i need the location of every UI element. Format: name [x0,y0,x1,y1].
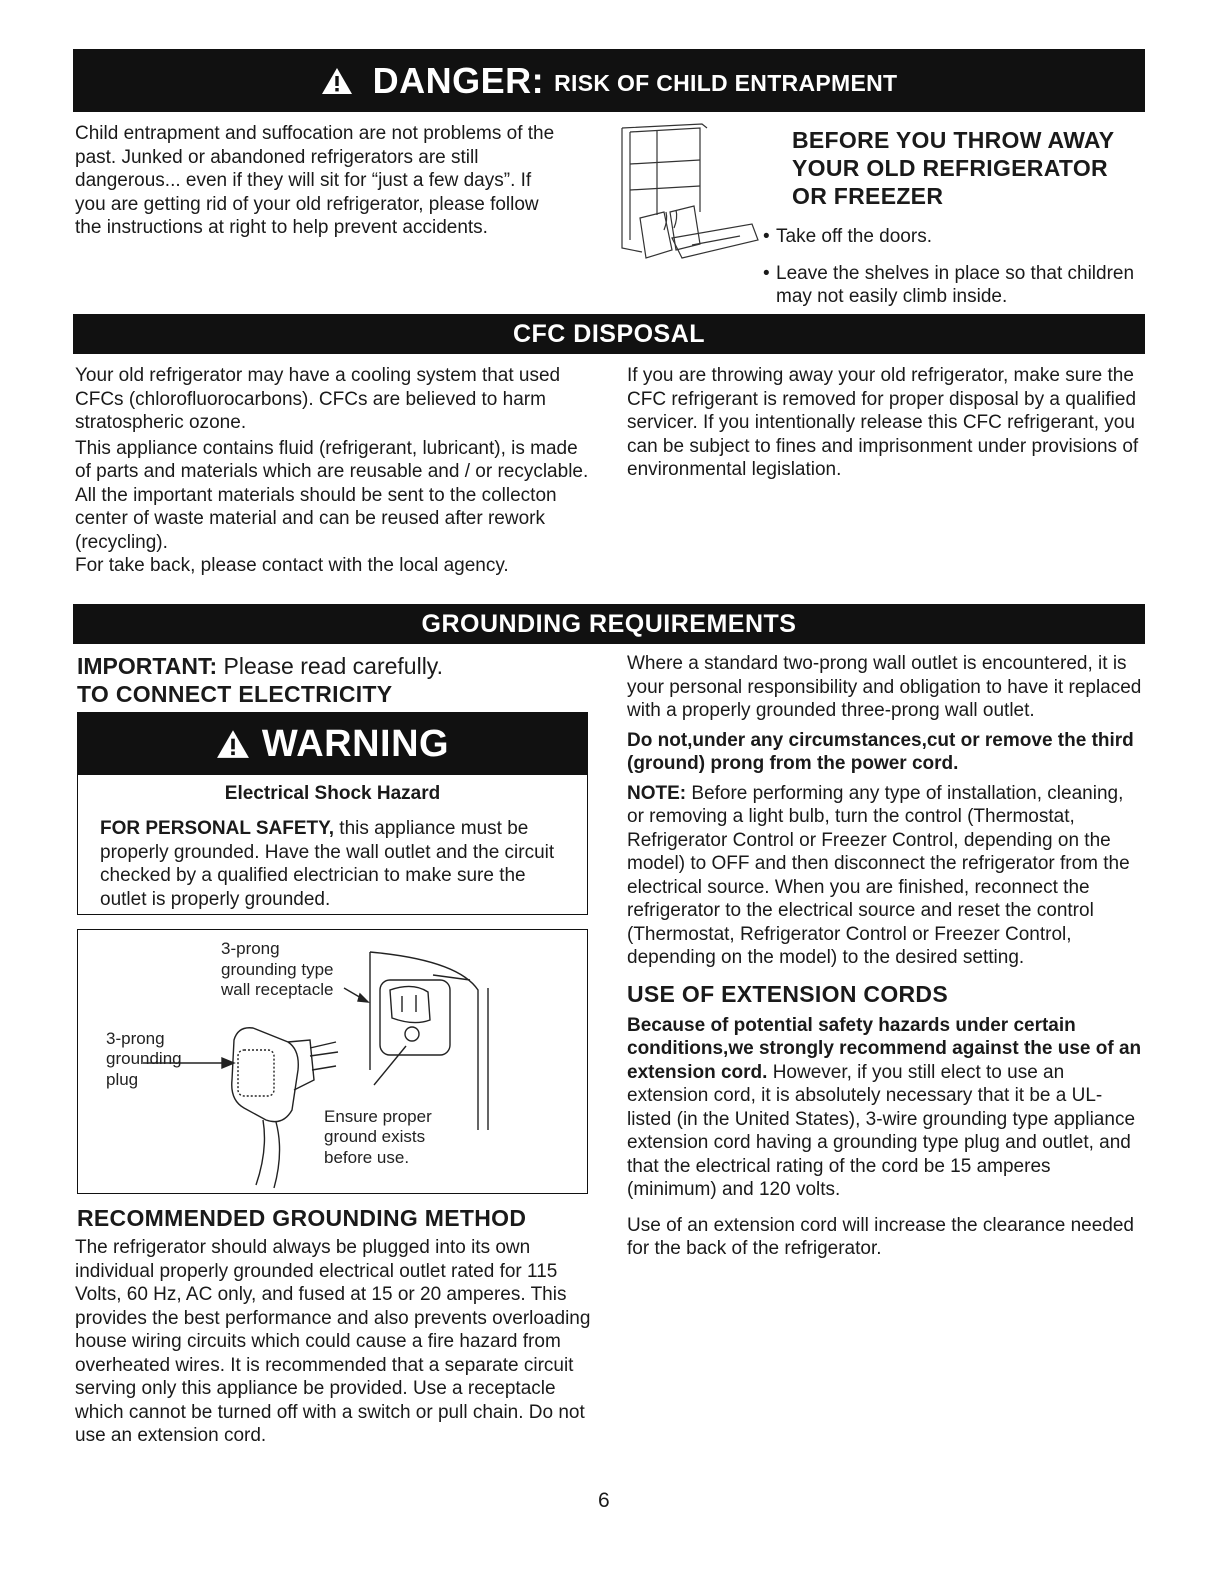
warning-title: WARNING [261,722,450,765]
cfc-left-paragraph-1: Your old refrigerator may have a cooling system that used CFCs (chlorofluorocarbons). CFCs are believed to harm stratospheric ozone. [75,365,561,433]
grounding-right-column [627,652,1142,1261]
danger-subtitle: RISK OF CHILD ENTRAPMENT [554,70,898,96]
plug-label-line-2: grounding [106,1049,182,1068]
important-label: IMPORTANT: [77,653,218,679]
throw-away-heading-line-2: YOUR OLD REFRIGERATOR [792,155,1108,181]
safety-text [100,817,565,911]
ground-prong-warning: Do not,under any circumstances,cut or remove the third (ground) prong from the power cord. [627,729,1134,774]
cfc-title: CFC DISPOSAL [512,319,706,348]
method-text: The refrigerator should always be plugged into its own individual properly grounded electrical outlet rated for 115 Volts, 60 Hz, AC only, and fused at 15 or 20 amperes. This provides the best performance and also prevents overloading house wiring circuits which could cause a fire hazard from overheated wires. It is recommended that a separate circuit serving only this appliance be provided. Use a receptacle which cannot be turned off with a switch or pull chain. Do not use an extension cord. [75,1237,591,1446]
safety-body: this appliance must be properly grounded. Have the wall outlet and the circuit checked by a qualified electrician to make sure the outlet is properly grounded. [100,818,555,910]
warning-triangle-icon [321,67,353,95]
cfc-left-column [75,364,595,578]
hazard-title: Electrical Shock Hazard [224,783,441,804]
ensure-label-line-3: before use. [324,1148,410,1167]
cfc-right-paragraph: If you are throwing away your old refrigerator, make sure the CFC refrigerant is removed for proper disposal by a qualified servicer. If you intentionally release this CFC refrigerant, you can be subject to fines and imprisonment under provisions of environmental legislation. [627,365,1139,480]
extension-paragraph-2: Use of an extension cord will increase the clearance needed for the back of the refrigerator. [627,1214,1134,1259]
note-text: Before performing any type of installation, cleaning, or removing a light bulb, turn the control (Thermostat, Refrigerator Control or Freezer Control, depending on the model) to OFF and then disconnect the refrigerator from the electrical source. When you are finished, reconnect the refrigerator to the electrical source and reset the control (Thermostat, Refrigerator Control or Freezer Control, depending on the model) to the desired setting. [627,782,1130,968]
bullet-icon: • [763,226,770,247]
grounding-banner [73,604,1145,644]
throw-away-heading-line-3: OR FREEZER [792,183,944,209]
ensure-label-line-1: Ensure proper [324,1107,432,1126]
danger-banner [73,49,1145,112]
extension-bold: Because of potential safety hazards under certain conditions,we strongly recommend against the use of an extension cord. [627,1014,1142,1083]
refrigerator-illustration [612,120,762,280]
plug-label-line-1: 3-prong [106,1029,165,1048]
warning-triangle-icon [216,729,250,759]
receptacle-label-line-1: 3-prong [221,939,280,958]
important-line [77,652,443,680]
bullet-item [763,262,1143,309]
important-text: Please read carefully. [223,653,443,679]
receptacle-label-line-3: wall receptacle [221,980,334,999]
plug-label-line-3: plug [106,1070,139,1089]
warning-header [78,713,587,775]
extension-heading: USE OF EXTENSION CORDS [627,980,948,1007]
throw-away-bullets [763,225,1143,309]
extension-text: However, if you still elect to use an extension cord, it is absolutely necessary that it be a UL-listed (in the United States), 3-wire grounding type appliance extension cord having a grounding type plug and outlet, and that the electrical rating of the cord be 15 amperes (minimum) and 120 volts. [627,1061,1136,1200]
note-paragraph [627,782,1142,970]
cfc-left-paragraph-2: This appliance contains fluid (refrigerant, lubricant), is made of parts and materials which are reusable and / or recyclable. All the important materials should be sent to the collecton center of waste material and can be reused after rework (recycling). [75,437,589,553]
note-label: NOTE: [627,782,687,804]
method-heading: RECOMMENDED GROUNDING METHOD [77,1205,527,1231]
two-prong-paragraph: Where a standard two-prong wall outlet is encountered, it is your personal responsibility and obligation to have it replaced with a properly grounded three-prong wall outlet. [627,653,1142,721]
receptacle-label-line-2: grounding type [221,960,334,979]
bullet-icon: • [763,262,770,284]
danger-intro: Child entrapment and suffocation are not problems of the past. Junked or abandoned refrigerators are still dangerous... even if they will sit for “just a few days”. If you are getting rid of your old refrigerator, please follow the instructions at right to help prevent accidents. [75,123,555,238]
throw-away-heading [792,126,1152,210]
outlet-diagram-box [77,929,588,1194]
danger-word: DANGER: [372,59,545,101]
cfc-banner [73,314,1145,354]
connect-heading: TO CONNECT ELECTRICITY [77,681,393,707]
grounding-title: GROUNDING REQUIREMENTS [421,609,797,638]
bullet-text: Take off the doors. [776,226,932,247]
bullet-text: Leave the shelves in place so that children may not easily climb inside. [776,262,1135,307]
outlet-plug-diagram [78,930,586,1192]
warning-box [77,712,588,915]
extension-paragraph [627,1014,1142,1202]
safety-label: FOR PERSONAL SAFETY, [100,818,335,839]
bullet-item [763,225,1143,249]
throw-away-heading-line-1: BEFORE YOU THROW AWAY [792,127,1115,153]
page-number: 6 [598,1489,610,1512]
ensure-label-line-2: ground exists [324,1127,426,1146]
cfc-left-paragraph-3: For take back, please contact with the local agency. [75,555,509,576]
